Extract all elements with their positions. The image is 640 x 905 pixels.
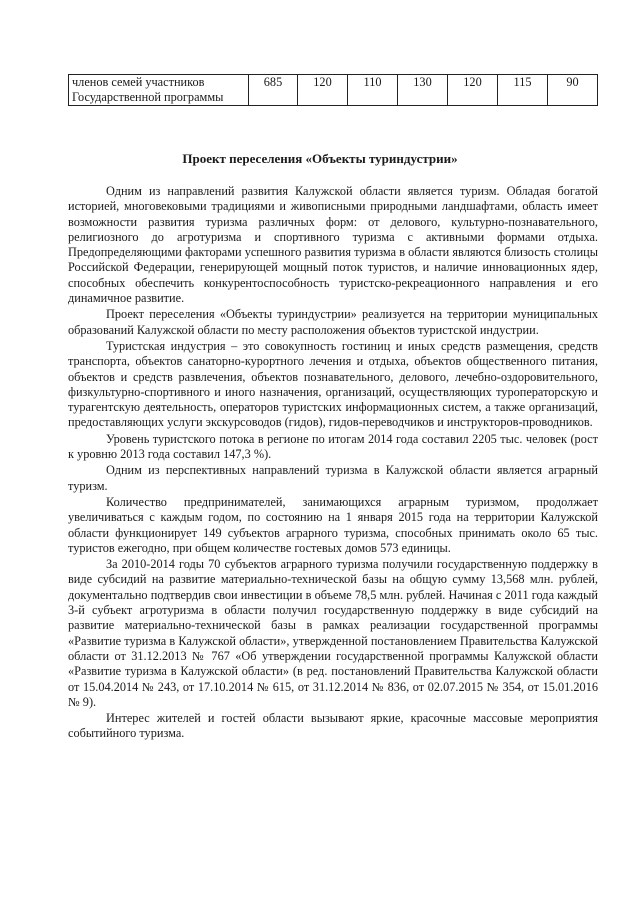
value-cell: 120 [448, 75, 498, 106]
table-row [69, 75, 598, 106]
statistics-table [68, 74, 598, 106]
value-cell: 90 [548, 75, 598, 106]
paragraph: Туристская индустрия – это совокупность гостиниц и иных средств размещения, средств транспорта, объектов санаторно-курортного лечения и отдыха, объектов общественного питания, объектов и средств развлечения, объектов познавательного, делового, лечебно-оздоровительного, физкультурно-спортивного и иного назначения, организаций, осуществляющих туроператорскую и турагентскую деятельность, операторов туристских информационных систем, а также организаций, предоставляющих услуги экскурсоводов (гидов), гидов-переводчиков и инструкторов-проводников. [68, 338, 598, 430]
paragraph: Количество предпринимателей, занимающихся аграрным туризмом, продолжает увеличиваться с каждым годом, по состоянию на 1 января 2015 года на территории Калужской области функционирует 149 субъектов аграрного туризма, способных принимать около 65 тыс. туристов ежегодно, при общем количестве гостевых домов 573 единицы. [68, 494, 598, 555]
paragraph: Одним из перспективных направлений туризма в Калужской области является аграрный туризм. [68, 463, 598, 493]
value-cell: 130 [398, 75, 448, 106]
paragraph: Интерес жителей и гостей области вызывают яркие, красочные массовые мероприятия событийного туризма. [68, 711, 598, 741]
section-title: Проект переселения «Объекты туриндустрии» [182, 151, 458, 166]
value-cell: 120 [298, 75, 348, 106]
paragraph: Одним из направлений развития Калужской области является туризм. Обладая богатой историей, многовековыми традициями и живописными природными ландшафтами, область имеет возможности развития туризма различных форм: от делового, культурно-познавательного, религиозного до агротуризма и спортивного туризма с активными формами отдыха. Предопределяющими факторами успешного развития туризма в области являются близость столицы Российской Федерации, генерирующей мощный поток туристов, и наличие инновационных ядер, способных обеспечить конкурентоспособность туристско-рекреационного направления и его динамичное развитие. [68, 184, 598, 306]
paragraph: Проект переселения «Объекты туриндустрии» реализуется на территории муниципальных образований Калужской области по месту расположения объектов туристской индустрии. [68, 307, 598, 337]
value-cell: 110 [348, 75, 398, 106]
value-cell: 115 [498, 75, 548, 106]
paragraph: За 2010-2014 годы 70 субъектов аграрного туризма получили государственную поддержку в виде субсидий на развитие материально-технической базы на общую сумму 13,568 млн. рублей, документально подтвердив свои инвестиции в объеме 78,5 млн. рублей. Начиная с 2011 года каждый 3-й субъект агротуризма в области получил государственную поддержку в виде субсидий на развитие материально-технической базы в рамках реализации государственной программы «Развитие туризма в Калужской области», утвержденной постановлением Правительства Калужской области от 31.12.2013 № 767 «Об утверждении государственной программы Калужской области «Развитие туризма в Калужской области» (в ред. постановлений Правительства Калужской области от 15.04.2014 № 243, от 17.10.2014 № 615, от 31.12.2014 № 836, от 02.07.2015 № 354, от 15.01.2016 № 9). [68, 557, 598, 709]
paragraph: Уровень туристского потока в регионе по итогам 2014 года составил 2205 тыс. человек (рост к уровню 2013 года составил 147,3 %). [68, 431, 598, 462]
row-label-cell: членов семей участников Государственной программы [69, 75, 249, 106]
value-cell: 685 [249, 75, 298, 106]
document-body [68, 184, 598, 743]
